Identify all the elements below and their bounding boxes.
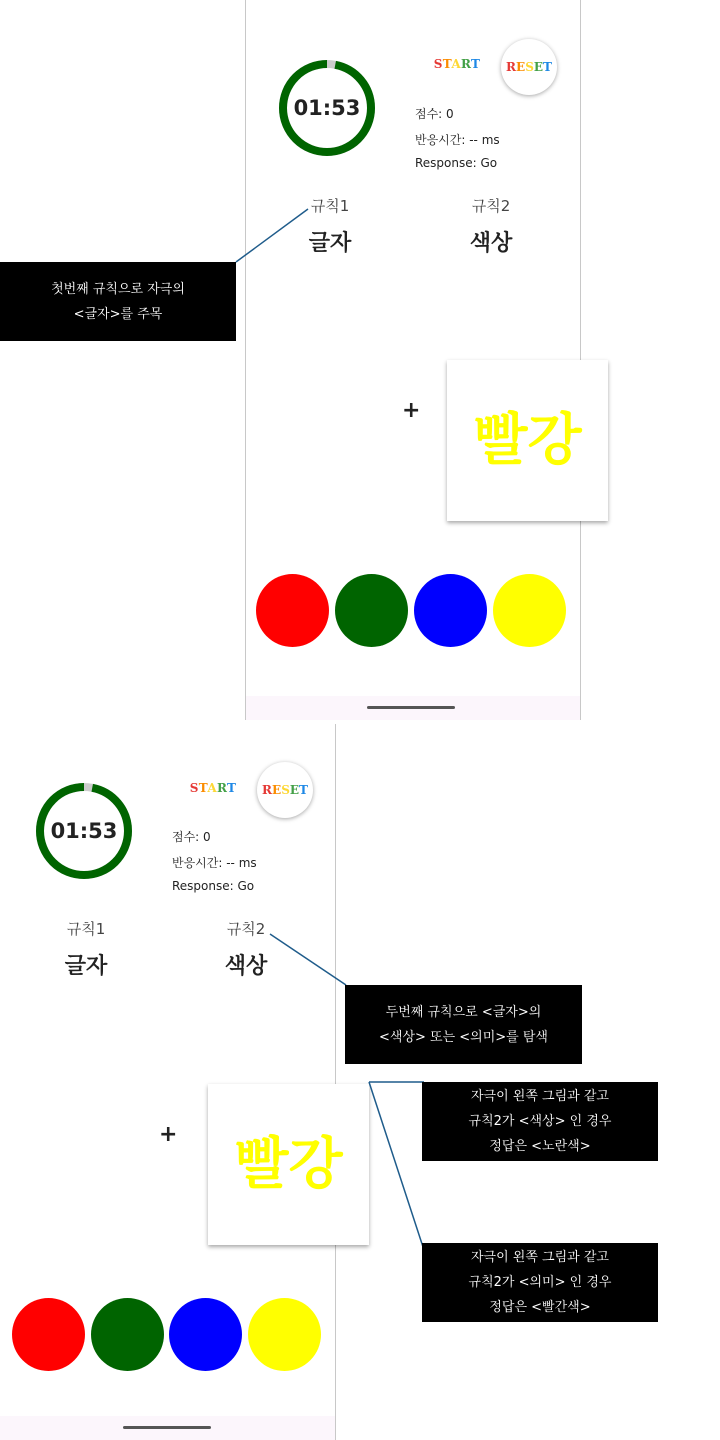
score-text: 점수: 0: [415, 107, 454, 121]
rule2-label: 규칙2: [226, 920, 266, 938]
yellow-answer-button[interactable]: [248, 1298, 321, 1371]
navigation-bar: [0, 1416, 335, 1440]
green-answer-button[interactable]: [335, 574, 408, 647]
screen-2: [0, 724, 343, 1440]
note3-line-2: 규칙2가 <색상> 인 경우: [468, 1114, 612, 1129]
reset-button[interactable]: RESET: [501, 39, 557, 95]
annotation-note-2: [345, 985, 582, 1064]
home-gesture-handle[interactable]: [123, 1426, 211, 1429]
annotation-note-3: [422, 1082, 658, 1161]
note4-line-1: 자극이 왼쪽 그림과 같고: [471, 1250, 609, 1265]
red-answer-button[interactable]: [12, 1298, 85, 1371]
rule1-value: 글자: [64, 954, 108, 979]
note2-line-1: 두번째 규칙으로 <글자>의: [385, 1004, 542, 1020]
home-gesture-handle[interactable]: [367, 706, 455, 709]
reaction-time-text: 반응시간: -- ms: [415, 133, 500, 147]
note4-line-2: 규칙2가 <의미> 인 경우: [468, 1275, 612, 1290]
response-text: Response: Go: [172, 879, 255, 893]
score-text: 점수: 0: [172, 830, 211, 844]
rule2-label: 규칙2: [471, 197, 511, 215]
rule1-value: 글자: [308, 231, 352, 256]
red-answer-button[interactable]: [256, 574, 329, 647]
note1-line-2: <글자>를 주목: [73, 306, 163, 322]
reaction-time-text: 반응시간: -- ms: [172, 856, 257, 870]
rule2-value: 색상: [224, 954, 268, 979]
timer-text: 01:53: [293, 96, 361, 120]
fixation-cross: +: [402, 398, 421, 423]
screen-1: [245, 0, 581, 720]
rule2-value: 색상: [469, 231, 513, 256]
blue-answer-button[interactable]: [169, 1298, 242, 1371]
rule1-label: 규칙1: [66, 920, 106, 938]
green-answer-button[interactable]: [91, 1298, 164, 1371]
annotation-note-1: [0, 262, 236, 341]
note3-line-3: 정답은 <노란색>: [489, 1139, 591, 1154]
note3-line-1: 자극이 왼쪽 그림과 같고: [471, 1089, 609, 1104]
rule1-label: 규칙1: [310, 197, 350, 215]
stimulus-card: [447, 360, 608, 521]
note1-line-1: 첫번째 규칙으로 자극의: [51, 281, 185, 297]
yellow-answer-button[interactable]: [493, 574, 566, 647]
countdown-timer: [277, 58, 377, 158]
countdown-timer: [34, 781, 134, 881]
fixation-cross: +: [159, 1122, 178, 1147]
stimulus-card: [208, 1084, 369, 1245]
response-text: Response: Go: [415, 156, 498, 170]
note2-line-2: <색상> 또는 <의미>를 탐색: [379, 1029, 548, 1045]
stimulus-word: 빨강: [473, 408, 582, 473]
navigation-bar: [246, 696, 580, 720]
callout-line-4: [369, 1082, 424, 1250]
stimulus-word: 빨강: [234, 1132, 343, 1197]
start-button[interactable]: START: [430, 57, 484, 71]
annotation-note-4: [422, 1243, 658, 1322]
reset-button[interactable]: RESET: [257, 762, 313, 818]
note4-line-3: 정답은 <빨간색>: [489, 1300, 591, 1315]
blue-answer-button[interactable]: [414, 574, 487, 647]
timer-text: 01:53: [50, 819, 118, 843]
start-button[interactable]: START: [186, 781, 240, 795]
